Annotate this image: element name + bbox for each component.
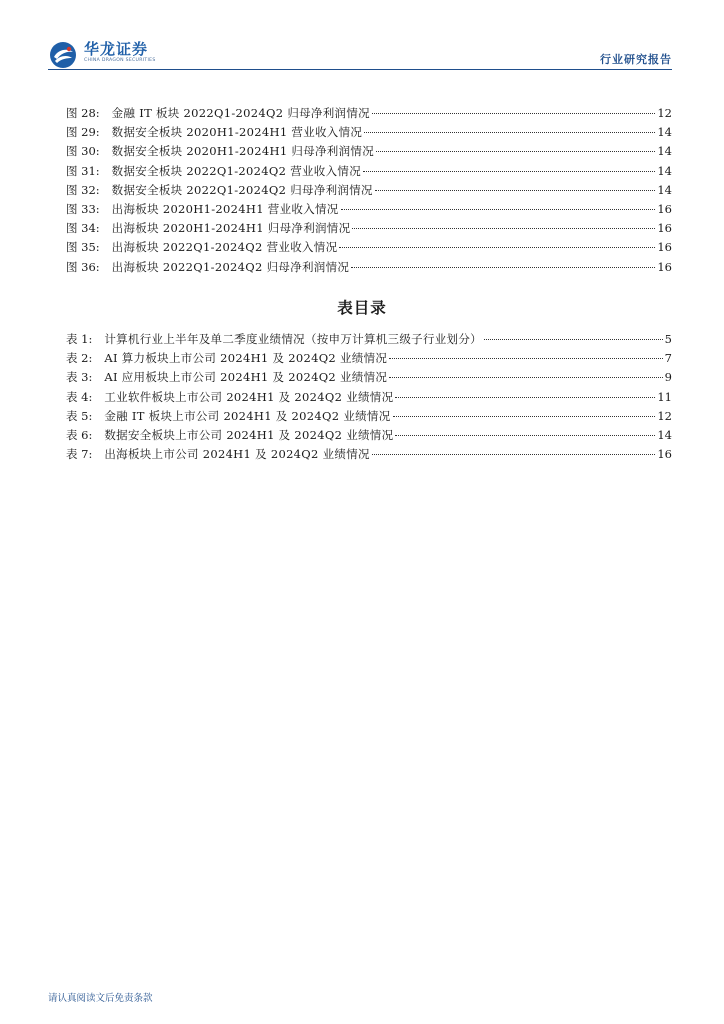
figure-title: 出海板块 2022Q1-2024Q2 归母净利润情况 — [111, 259, 350, 274]
figure-list — [66, 104, 672, 277]
table-title: 出海板块上市公司 2024H1 及 2024Q2 业绩情况 — [104, 447, 370, 462]
figure-entry[interactable] — [66, 238, 672, 257]
header-divider — [48, 69, 672, 70]
dot-leader — [393, 416, 656, 417]
dragon-logo-icon — [48, 40, 78, 70]
dot-leader — [375, 190, 656, 191]
table-title: 数据安全板块上市公司 2024H1 及 2024Q2 业绩情况 — [104, 427, 394, 442]
figure-number: 图 29: — [66, 125, 100, 140]
dot-leader — [389, 377, 662, 378]
table-page-number: 9 — [664, 370, 672, 385]
figure-page-number: 16 — [657, 259, 672, 274]
dot-leader — [364, 132, 655, 133]
figure-entry[interactable] — [66, 181, 672, 200]
table-entry[interactable] — [66, 349, 672, 368]
figure-entry[interactable] — [66, 123, 672, 142]
figure-page-number: 16 — [657, 240, 672, 255]
table-number: 表 3: — [66, 370, 93, 385]
table-list — [66, 330, 672, 464]
table-list-heading: 表目录 — [337, 298, 387, 317]
figure-title: 出海板块 2020H1-2024H1 归母净利润情况 — [111, 221, 351, 236]
table-title: AI 算力板块上市公司 2024H1 及 2024Q2 业绩情况 — [104, 351, 388, 366]
table-entry[interactable] — [66, 445, 672, 464]
figure-page-number: 14 — [657, 144, 672, 159]
figure-number: 图 31: — [66, 163, 100, 178]
table-page-number: 12 — [657, 408, 672, 423]
table-number: 表 1: — [66, 332, 93, 346]
table-page-number: 16 — [657, 447, 672, 462]
figure-entry[interactable] — [66, 258, 672, 277]
table-entry[interactable] — [66, 407, 672, 426]
dot-leader — [372, 113, 655, 114]
table-title: 金融 IT 板块上市公司 2024H1 及 2024Q2 业绩情况 — [104, 408, 391, 423]
figure-number: 图 33: — [66, 201, 100, 216]
figure-page-number: 14 — [657, 163, 672, 178]
report-type-label: 行业研究报告 — [600, 53, 672, 66]
dot-leader — [376, 151, 655, 152]
table-page-number: 14 — [657, 427, 672, 442]
table-title: 工业软件板块上市公司 2024H1 及 2024Q2 业绩情况 — [104, 389, 394, 404]
figure-entry[interactable] — [66, 162, 672, 181]
table-page-number: 5 — [664, 332, 672, 346]
table-entry[interactable] — [66, 388, 672, 407]
figure-title: 数据安全板块 2022Q1-2024Q2 营业收入情况 — [111, 163, 361, 178]
disclaimer-footer: 请认真阅读文后免责条款 — [48, 993, 153, 1004]
figure-number: 图 34: — [66, 221, 100, 236]
dot-leader — [395, 397, 655, 398]
table-title: AI 应用板块上市公司 2024H1 及 2024Q2 业绩情况 — [104, 370, 388, 385]
logo-chinese-name: 华龙证券 — [84, 40, 149, 58]
figure-title: 出海板块 2020H1-2024H1 营业收入情况 — [111, 201, 339, 216]
dot-leader — [351, 267, 655, 268]
dot-leader — [352, 228, 655, 229]
figure-number: 图 36: — [66, 259, 100, 274]
figure-number: 图 35: — [66, 240, 100, 255]
table-entry[interactable] — [66, 330, 672, 349]
company-logo — [48, 40, 156, 70]
figure-entry[interactable] — [66, 104, 672, 123]
table-page-number: 7 — [664, 351, 672, 366]
table-number: 表 6: — [66, 427, 93, 442]
table-entry[interactable] — [66, 426, 672, 445]
figure-page-number: 14 — [657, 182, 672, 197]
figure-title: 数据安全板块 2020H1-2024H1 归母净利润情况 — [111, 144, 374, 159]
table-title: 计算机行业上半年及单二季度业绩情况（按申万计算机三级子行业划分） — [104, 332, 482, 346]
figure-entry[interactable] — [66, 219, 672, 238]
figure-page-number: 16 — [657, 201, 672, 216]
figure-page-number: 16 — [657, 221, 672, 236]
figure-entry[interactable] — [66, 200, 672, 219]
dot-leader — [363, 171, 655, 172]
figure-title: 金融 IT 板块 2022Q1-2024Q2 归母净利润情况 — [111, 106, 370, 120]
figure-number: 图 28: — [66, 106, 100, 120]
dot-leader — [395, 435, 655, 436]
figure-page-number: 14 — [657, 125, 672, 140]
figure-title: 数据安全板块 2022Q1-2024Q2 归母净利润情况 — [111, 182, 373, 197]
figure-number: 图 30: — [66, 144, 100, 159]
dot-leader — [372, 454, 656, 455]
table-number: 表 7: — [66, 447, 93, 462]
table-number: 表 2: — [66, 351, 93, 366]
figure-page-number: 12 — [657, 106, 672, 120]
dot-leader — [341, 209, 656, 210]
figure-entry[interactable] — [66, 142, 672, 161]
table-page-number: 11 — [657, 389, 672, 404]
figure-title: 出海板块 2022Q1-2024Q2 营业收入情况 — [111, 240, 338, 255]
logo-english-name: CHINA DRAGON SECURITIES — [84, 58, 156, 63]
table-entry[interactable] — [66, 368, 672, 387]
figure-title: 数据安全板块 2020H1-2024H1 营业收入情况 — [111, 125, 363, 140]
page-header — [0, 0, 724, 76]
dot-leader — [339, 247, 655, 248]
dot-leader — [484, 339, 663, 340]
table-number: 表 4: — [66, 389, 93, 404]
dot-leader — [389, 358, 662, 359]
figure-number: 图 32: — [66, 182, 100, 197]
table-number: 表 5: — [66, 408, 93, 423]
